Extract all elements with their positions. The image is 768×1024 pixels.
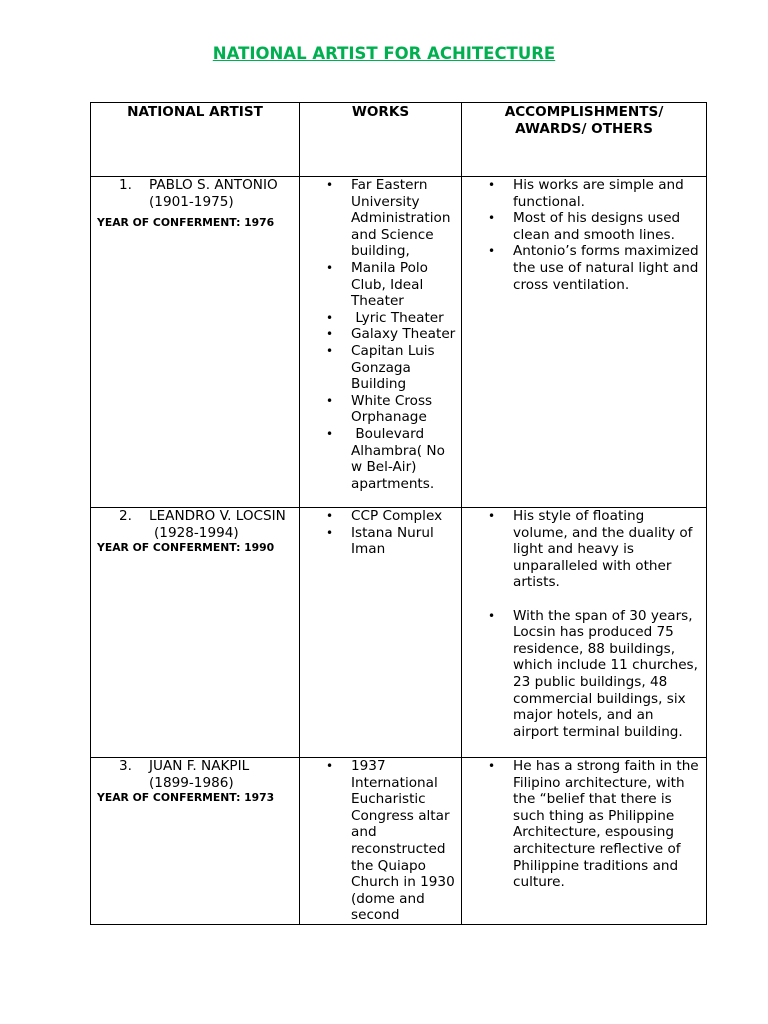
works-cell — [300, 177, 462, 508]
artist-years: (1899-1986) — [149, 774, 234, 791]
list-item: • His style of floating volume, and the duality of light and heavy is unparalleled with other artists. — [488, 508, 693, 591]
table-row — [91, 508, 707, 758]
conferment-year: YEAR OF CONFERMENT: 1973 — [97, 791, 275, 805]
artist-cell — [91, 758, 300, 925]
list-item: • His works are simple and functional. — [488, 177, 684, 210]
list-item: • Lyric Theater — [326, 309, 444, 326]
list-item: • Boulevard Alhambra( No w Bel-Air) apartments. — [326, 425, 450, 492]
list-item: • 1937 International Eucharistic Congress altar and reconstructed the Quiapo Church in 1930 (dome and second — [326, 758, 455, 924]
works-cell — [300, 758, 462, 925]
list-item: • Istana Nurul Iman — [326, 524, 434, 558]
list-item: • Most of his designs used clean and smooth lines. — [488, 210, 681, 243]
list-spacer — [462, 591, 706, 608]
table-row — [91, 758, 707, 925]
accomplishments-cell — [462, 177, 707, 508]
artist-cell — [91, 508, 300, 758]
list-item: • Capitan Luis Gonzaga Building — [326, 342, 435, 393]
list-item: • He has a strong faith in the Filipino architecture, with the “belief that there is such thing as Philippine Architecture, espousing architecture reflective of Philippine traditions and culture. — [488, 758, 699, 891]
conferment-year: YEAR OF CONFERMENT: 1990 — [97, 541, 275, 555]
artist-name: 1. PABLO S. ANTONIO — [119, 177, 278, 193]
list-item: • White Cross Orphanage — [326, 392, 433, 426]
document-title: NATIONAL ARTIST FOR ACHITECTURE — [212, 44, 556, 63]
artist-name: 2. LEANDRO V. LOCSIN — [119, 508, 286, 524]
list-item: • Manila Polo Club, Ideal Theater — [326, 259, 429, 310]
table-header-row — [91, 103, 707, 177]
header-works: WORKS — [300, 103, 462, 177]
header-accomplishments: ACCOMPLISHMENTS/ AWARDS/ OTHERS — [462, 103, 707, 177]
accomplishments-cell — [462, 758, 707, 925]
artist-name: 3. JUAN F. NAKPIL — [119, 758, 250, 774]
accomplishments-cell — [462, 508, 707, 758]
artist-cell — [91, 177, 300, 508]
artist-years: (1928-1994) — [154, 524, 239, 541]
list-item: • CCP Complex — [326, 508, 443, 524]
artist-years: (1901-1975) — [149, 193, 234, 210]
national-artist-table — [90, 102, 707, 925]
works-cell — [300, 508, 462, 758]
header-national-artist: NATIONAL ARTIST — [91, 103, 300, 177]
list-item: • Far Eastern University Administration and Science building, — [326, 177, 451, 260]
list-item: • Galaxy Theater — [326, 326, 456, 343]
table-row — [91, 177, 707, 508]
conferment-year: YEAR OF CONFERMENT: 1976 — [97, 216, 275, 230]
list-item: • With the span of 30 years, Locsin has produced 75 residence, 88 buildings, which include 11 churches, 23 public buildings, 48 commercial buildings, six major hotels, and an airport terminal building. — [488, 607, 698, 740]
list-item: • Antonio’s forms maximized the use of natural light and cross ventilation. — [488, 243, 699, 293]
